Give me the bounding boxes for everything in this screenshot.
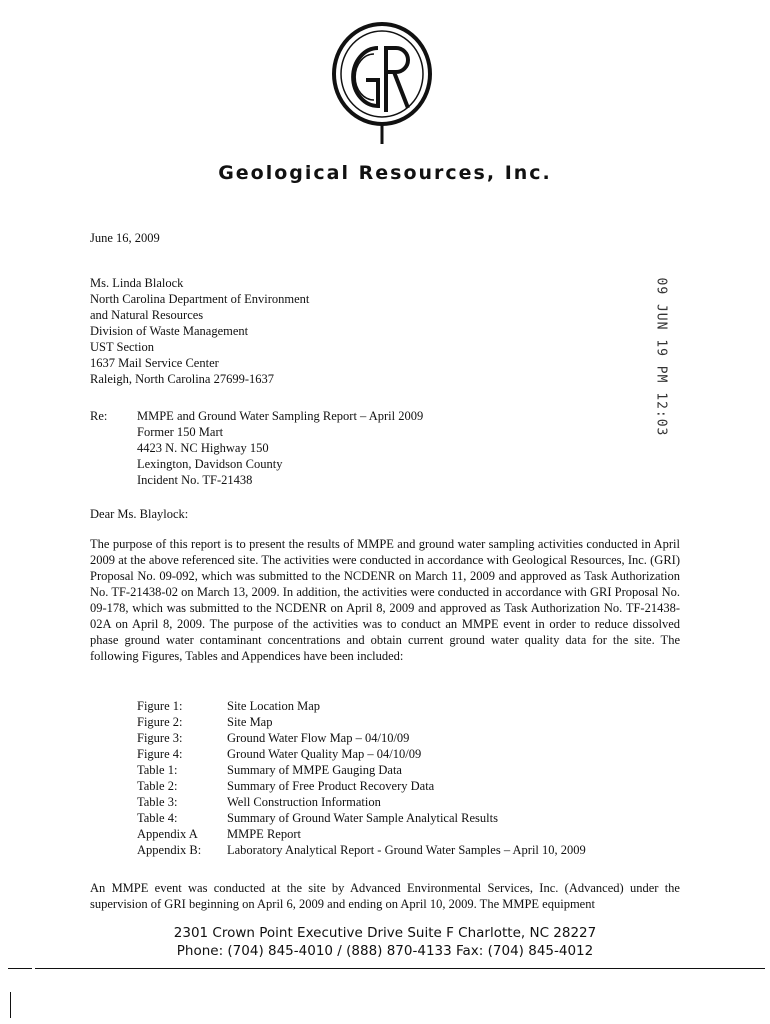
re-line: 4423 N. NC Highway 150	[137, 441, 269, 455]
re-subject	[137, 408, 423, 488]
recipient-address	[90, 275, 309, 387]
list-item: Appendix A MMPE Report	[137, 827, 301, 841]
re-line: Former 150 Mart	[137, 425, 224, 439]
list-item: Figure 3: Ground Water Flow Map – 04/10/09	[137, 731, 410, 745]
re-line: Lexington, Davidson County	[137, 457, 283, 471]
included-items-list	[137, 698, 586, 858]
footer-phone: Phone: (704) 845-4010 / (888) 870-4133 Fax: (704) 845-4012	[176, 943, 594, 959]
list-item: Table 1: Summary of MMPE Gauging Data	[137, 763, 402, 777]
body-paragraph: The purpose of this report is to present the results of MMPE and ground water sampling activities conducted in April 2009 at the above referenced site. The activities were conducted in accordance with Geological Resources, Inc. (GRI) Proposal No. 09-092, which was submitted to the NCDENR on March 11, 2009 and approved as Task Authorization No. TF-21438-02 on March 13, 2009. In addition, the activities were conducted in accordance with GRI Proposal No. 09-178, which was submitted to the NCDENR on April 8, 2009 and approved as Task Authorization No. TF-21438-02A on April 8, 2009. The purpose of the activities was to conduct an MMPE event in order to reduce dissolved phase ground water contaminant concentrations and obtain current ground water quality data for the site. The following Figures, Tables and Appendices have been included:	[90, 537, 680, 663]
recipient-line: 1637 Mail Service Center	[90, 356, 219, 370]
recipient-line: and Natural Resources	[90, 308, 204, 322]
re-line: MMPE and Ground Water Sampling Report – April 2009	[137, 409, 424, 423]
recipient-line: Ms. Linda Blalock	[90, 276, 184, 290]
received-stamp: 09 JUN 19 PM 12:03	[653, 277, 669, 437]
salutation: Dear Ms. Blaylock:	[90, 507, 189, 521]
list-item: Table 2: Summary of Free Product Recovery Data	[137, 779, 435, 793]
list-item: Table 3: Well Construction Information	[137, 795, 381, 809]
list-item: Table 4: Summary of Ground Water Sample Analytical Results	[137, 811, 498, 825]
re-label: Re:	[90, 409, 108, 423]
footer-divider-left	[8, 968, 32, 969]
footer-divider	[35, 968, 765, 969]
margin-mark	[10, 992, 11, 1018]
list-item: Figure 4: Ground Water Quality Map – 04/10/09	[137, 747, 422, 761]
company-name: Geological Resources, Inc.	[218, 162, 552, 184]
re-line: Incident No. TF-21438	[137, 473, 253, 487]
letter-date: June 16, 2009	[90, 231, 160, 245]
gri-logo-icon	[330, 22, 434, 147]
recipient-line: Raleigh, North Carolina 27699-1637	[90, 372, 274, 386]
recipient-line: Division of Waste Management	[90, 324, 249, 338]
footer-address: 2301 Crown Point Executive Drive Suite F Charlotte, NC 28227	[173, 925, 597, 941]
body-paragraph: An MMPE event was conducted at the site by Advanced Environmental Services, Inc. (Advanced) under the supervision of GRI beginning on April 6, 2009 and ending on April 10, 2009. The MMPE equipment	[90, 881, 680, 911]
list-item: Appendix B: Laboratory Analytical Report - Ground Water Samples – April 10, 2009	[137, 843, 586, 857]
recipient-line: UST Section	[90, 340, 155, 354]
recipient-line: North Carolina Department of Environment	[90, 292, 310, 306]
list-item: Figure 2: Site Map	[137, 715, 273, 729]
list-item: Figure 1: Site Location Map	[137, 699, 321, 713]
